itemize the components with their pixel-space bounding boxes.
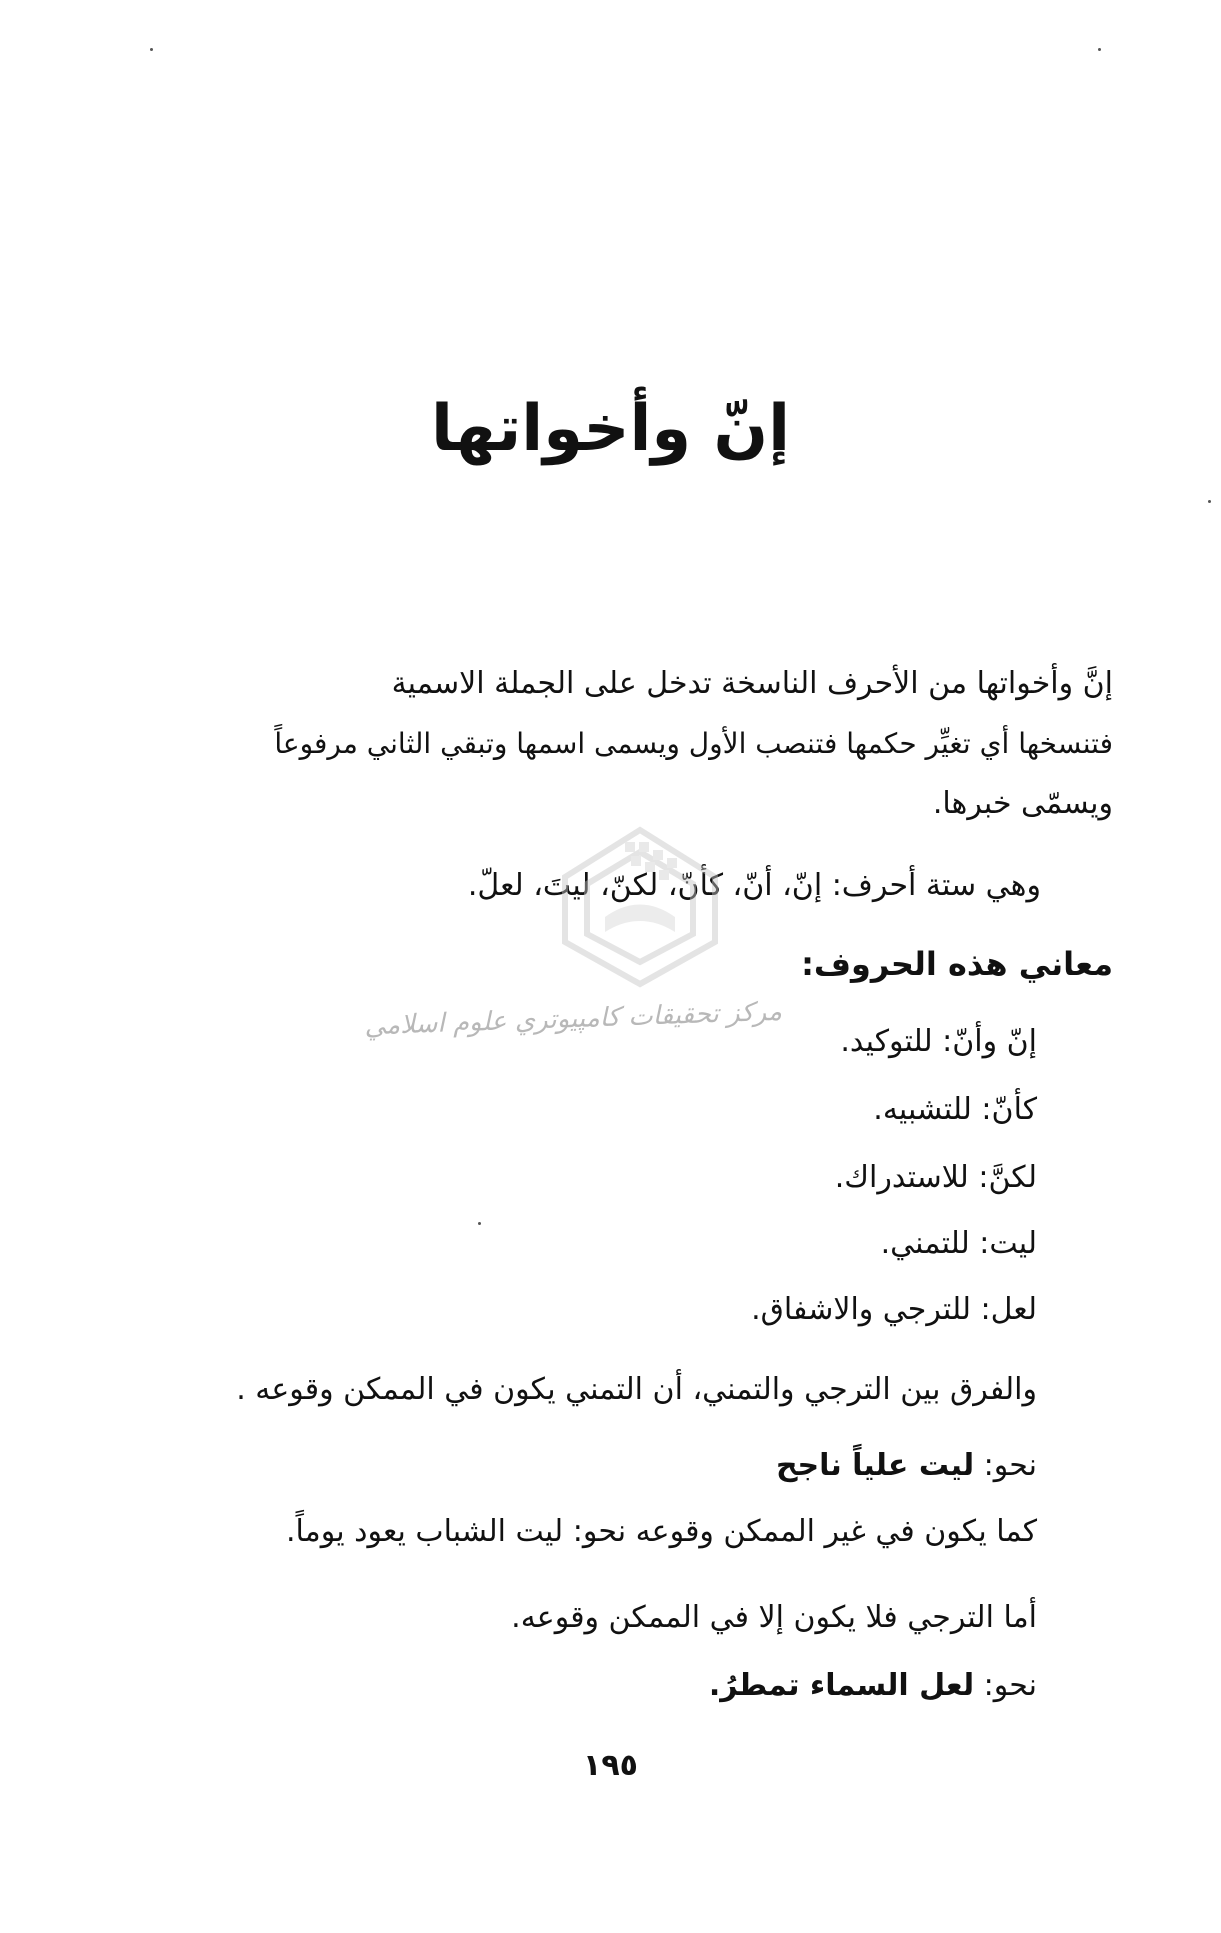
watermark-logo	[555, 822, 725, 992]
example-1-line	[776, 1446, 1037, 1486]
example-1-text: ليت علياً ناجح	[775, 1448, 975, 1483]
scan-speck	[478, 1222, 481, 1225]
scan-speck	[1098, 48, 1101, 51]
meaning-item: كأنّ: للتشبيه.	[873, 1092, 1037, 1127]
meaning-item: إنّ وأنّ: للتوكيد.	[840, 1024, 1037, 1059]
meaning-item: لكنَّ: للاستدراك.	[834, 1160, 1037, 1195]
also-line: كما يكون في غير الممكن وقوعه نحو: ليت الشباب يعود يوماً.	[285, 1514, 1037, 1549]
example-2-line	[709, 1666, 1037, 1706]
scan-speck	[150, 48, 153, 51]
watermark-emblem-icon	[555, 822, 725, 992]
meaning-item: ليت: للتمني.	[880, 1226, 1037, 1261]
page-number: ١٩٥	[583, 1748, 638, 1783]
page-title: إنّ وأخواتها	[430, 392, 791, 466]
watermark-text: مركز تحقيقات كامپيوتري علوم اسلامي	[363, 996, 783, 1042]
paragraph-line-2: فتنسخها أي تغيِّر حكمها فتنصب الأول ويسمى اسمها وتبقي الثاني مرفوعاً	[274, 727, 1113, 760]
six-letters-line: وهي ستة أحرف: إنّ، أنّ، كأنّ، لكنّ، ليتَ، لعلّ.	[467, 868, 1041, 903]
difference-line: والفرق بين الترجي والتمني، أن التمني يكون في الممكن وقوعه .	[236, 1372, 1037, 1407]
meanings-heading: معاني هذه الحروف:	[801, 945, 1113, 983]
paragraph-line-1: إنَّ وأخواتها من الأحرف الناسخة تدخل على الجملة الاسمية	[391, 666, 1113, 701]
example-2-prefix: نحو:	[983, 1668, 1037, 1703]
example-2-text: لعل السماء تمطرُ.	[708, 1668, 975, 1703]
meaning-item: لعل: للترجي والاشفاق.	[751, 1292, 1037, 1327]
paragraph-line-3: ويسمّى خبرها.	[932, 786, 1113, 821]
scan-speck	[1208, 500, 1211, 503]
tarajji-line: أما الترجي فلا يكون إلا في الممكن وقوعه.	[511, 1600, 1037, 1635]
example-1-prefix: نحو:	[983, 1448, 1037, 1483]
